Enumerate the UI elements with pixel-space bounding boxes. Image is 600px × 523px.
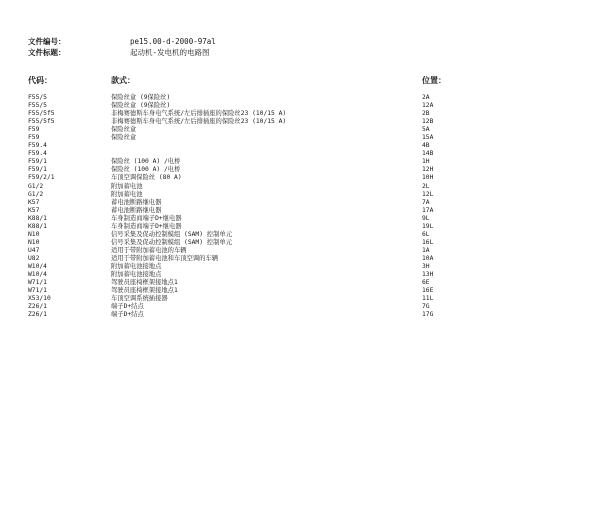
table-row	[0, 207, 600, 215]
table-row	[0, 287, 600, 295]
row-pos: 14B	[422, 150, 434, 158]
row-pos: 9L	[422, 214, 430, 222]
table-row	[0, 279, 600, 287]
row-desc: 车顶空调保险丝 (80 A)	[111, 174, 182, 182]
row-code: U82	[28, 254, 40, 262]
doc-number-value: pe15.00-d-2000-97al	[130, 37, 216, 46]
doc-number-line	[28, 37, 216, 46]
row-code: W10/4	[28, 271, 47, 279]
row-desc: 附加蓄电池接地点	[111, 262, 162, 270]
row-code: F59	[28, 134, 40, 142]
table-row	[0, 142, 600, 150]
row-pos: 11L	[422, 295, 434, 303]
table-row	[0, 303, 600, 311]
table-row	[0, 263, 600, 271]
row-code: W71/1	[28, 287, 47, 295]
table-row	[0, 94, 600, 102]
row-desc: 驾驶员座椅框架接地点1	[111, 287, 178, 295]
row-code: F55/5f5	[28, 118, 55, 126]
row-code: K88/1	[28, 222, 47, 230]
row-desc: 保险丝 (100 A) /电桥	[111, 158, 181, 166]
row-desc: 信号采集及促动控制模组 (SAM) 控制单元	[111, 238, 232, 246]
component-table	[0, 94, 600, 319]
row-desc: 车身制造商端子D+继电器	[111, 222, 182, 230]
table-row	[0, 126, 600, 134]
row-pos: 7G	[422, 303, 430, 311]
row-desc: 端子D+结点	[111, 303, 144, 311]
table-row	[0, 166, 600, 174]
row-code: F55/5	[28, 94, 47, 101]
row-pos: 12H	[422, 166, 434, 174]
row-pos: 2A	[422, 94, 430, 101]
row-pos: 13H	[422, 271, 434, 279]
row-pos: 6L	[422, 230, 430, 238]
row-desc: 保险丝盒 (9保险丝)	[111, 94, 171, 101]
row-desc: 车身制造商端子D+继电器	[111, 214, 182, 222]
row-pos: 17A	[422, 206, 434, 214]
row-desc: 车顶空调系统插接器	[111, 295, 168, 303]
row-desc: 蓄电池断路继电器	[111, 198, 162, 206]
row-desc: 保险丝盒	[111, 134, 137, 142]
row-desc: 保险丝盒 (9保险丝)	[111, 102, 171, 110]
row-pos: 1A	[422, 246, 430, 254]
table-row	[0, 295, 600, 303]
row-pos: 17G	[422, 311, 434, 319]
row-desc: 非梅赛德斯车身电气系统/左后排插座的保险丝23 (10/15 A)	[111, 118, 287, 126]
table-row	[0, 158, 600, 166]
row-code: F59.4	[28, 150, 47, 158]
row-code: F59/2/1	[28, 174, 55, 182]
row-pos: 16L	[422, 238, 434, 246]
table-row	[0, 239, 600, 247]
row-code: G1/2	[28, 190, 44, 198]
row-pos: 12L	[422, 190, 434, 198]
table-row	[0, 255, 600, 263]
doc-title-line	[28, 48, 210, 57]
column-header-code: 代码：	[28, 76, 52, 85]
row-pos: 3H	[422, 262, 430, 270]
row-desc: 附加蓄电池	[111, 190, 143, 198]
table-row	[0, 118, 600, 126]
table-row	[0, 271, 600, 279]
table-row	[0, 215, 600, 223]
row-desc: 非梅赛德斯车身电气系统/左后排插座的保险丝23 (10/15 A)	[111, 110, 287, 118]
row-pos: 2L	[422, 182, 430, 190]
row-code: U47	[28, 246, 40, 254]
table-row	[0, 231, 600, 239]
doc-title-label: 文件标题：	[28, 48, 66, 57]
row-code: G1/2	[28, 182, 44, 190]
table-row	[0, 311, 600, 319]
row-desc: 保险丝盒	[111, 126, 137, 134]
table-row	[0, 199, 600, 207]
row-pos: 4B	[422, 142, 430, 150]
table-row	[0, 110, 600, 118]
row-desc: 端子D+结点	[111, 311, 144, 319]
table-row	[0, 134, 600, 142]
row-code: F55/5	[28, 102, 47, 110]
row-desc: 适用于带附加蓄电池的车辆	[111, 246, 187, 254]
doc-title-value: 起动机-发电机的电路图	[130, 48, 210, 57]
row-code: F59/1	[28, 166, 47, 174]
column-header-pos: 位置：	[422, 76, 446, 85]
row-pos: 7A	[422, 198, 430, 206]
row-code: F59/1	[28, 158, 47, 166]
row-code: X53/10	[28, 295, 51, 303]
table-row	[0, 183, 600, 191]
row-pos: 1H	[422, 158, 430, 166]
table-row	[0, 102, 600, 110]
row-code: K57	[28, 198, 40, 206]
row-code: W10/4	[28, 262, 47, 270]
row-pos: 10A	[422, 254, 434, 262]
row-pos: 15A	[422, 134, 434, 142]
row-code: Z26/1	[28, 311, 47, 319]
row-pos: 16E	[422, 287, 434, 295]
column-header-desc: 款式：	[111, 76, 135, 85]
row-desc: 保险丝 (100 A) /电桥	[111, 166, 181, 174]
row-code: K57	[28, 206, 40, 214]
row-desc: 蓄电池断路继电器	[111, 206, 162, 214]
row-code: F59	[28, 126, 40, 134]
row-desc: 附加蓄电池接地点	[111, 271, 162, 279]
row-code: F59.4	[28, 142, 47, 150]
row-pos: 5A	[422, 126, 430, 134]
row-pos: 6E	[422, 279, 430, 287]
table-row	[0, 174, 600, 182]
row-desc: 适用于带附加蓄电池和车顶空调的车辆	[111, 254, 219, 262]
row-desc: 驾驶员座椅框架接地点1	[111, 279, 178, 287]
row-code: N10	[28, 230, 40, 238]
doc-number-label: 文件编号：	[28, 37, 66, 46]
table-row	[0, 223, 600, 231]
row-code: K88/1	[28, 214, 47, 222]
row-code: Z26/1	[28, 303, 47, 311]
table-row	[0, 150, 600, 158]
row-desc: 附加蓄电池	[111, 182, 143, 190]
row-code: F55/5f5	[28, 110, 55, 118]
row-pos: 12B	[422, 118, 434, 126]
row-code: N10	[28, 238, 40, 246]
row-pos: 12A	[422, 102, 434, 110]
row-desc: 信号采集及促动控制模组 (SAM) 控制单元	[111, 230, 232, 238]
table-row	[0, 191, 600, 199]
row-pos: 10H	[422, 174, 434, 182]
row-pos: 19L	[422, 222, 434, 230]
row-pos: 2B	[422, 110, 430, 118]
row-code: W71/1	[28, 279, 47, 287]
table-row	[0, 247, 600, 255]
